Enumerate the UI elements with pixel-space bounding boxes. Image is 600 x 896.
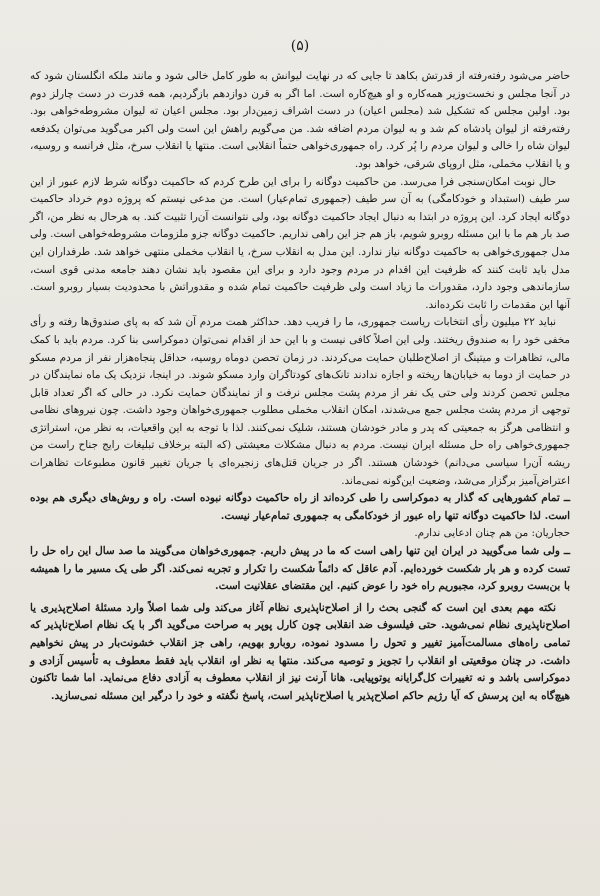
answer-paragraph: حجاریان: من هم چنان ادعایی ندارم.	[414, 527, 570, 540]
paragraph-2: حال نوبت امکان‌سنجی فرا می‌رسد. من حاکمیت دوگانه را برای این طرح کردم که حاکمیت دوگانه شرط لازم عبور از این سر طیف (استبداد و خودکامگی) به آن سر طیف (جمهوری تمام‌عیار) است. من مدعی نیستم که پروژه دوم خرداد حاکمیت دوگانه ایجاد کرد. این پروژه در ابتدا به دنبال ایجاد حاکمیت دوگانه بود، ولی نتوانست آن‌را تثبیت کند. به هرحال به نظر من، اگر صد بار هم ما با این مسئله روبرو شویم، باز هم جز این راهی نداریم. حاکمیت دوگانه جزو ملزومات مشروطه‌خواهی است. ولی مدل جمهوری‌خواهی به حاکمیت دوگانه نیاز ندارد. این مدل به انقلاب سرخ، یا انقلاب مخملی منتهی خواهد شد. طرفداران این مدل باید ثابت کنند که ظرفیت این اقدام در مردم وجود دارد و برای این مقصود باید نشان دهند جامعه مدنی قوی است، سازماندهی وجود دارد، مقدورات ما زیاد است ولی ظرفیت حاکمیت تمام شده و مقدوراتش با محدودیت بسیار روبرو است. آنها این مقدمات را ثابت نکرده‌اند.	[30, 175, 570, 311]
question-paragraph-2: ــ ولی شما می‌گویید در ایران این تنها راهی است که ما در پیش داریم. جمهوری‌خواهان می‌گویند ما صد سال این راه حل را تست کرده و هر بار شکست خورده‌ایم. آدم عاقل که دائماً شکست را تکرار و تجربه نمی‌کند. اگر طی یک مسیر ما را همیشه با بن‌بست روبرو کرد، مجبوریم راه خود را عوض کنیم. این مقتضای عقلانیت است.	[30, 545, 570, 593]
page-number: (۵)	[290, 38, 310, 54]
question-paragraph-3: نکته مهم بعدی این است که گنجی بحث را از اصلاح‌ناپذیری نظام آغاز می‌کند ولی شما اصلاً وارد مسئلهٔ اصلاح‌پذیری یا اصلاح‌ناپذیری نظام نمی‌شوید. حتی فیلسوف ضد انقلابی چون کارل پوپر به صراحت می‌گوید اگر با یک نظام اصلاح‌ناپذیر که تمامی راه‌های مسالمت‌آمیز تغییر و تحول را مسدود نموده، روبارو بهویم، راهی جز انقلاب خشونت‌بار در پیش نخواهیم داشت. در چنان موقعیتی او انقلاب را تجویز و توصیه می‌کند. منتها به نظر او، انقلاب باید فقط معطوف به تأسیس آزادی و دموکراسی باشد و نه تغییرات کل‌گرایانه یوتوپیایی. هانا آرنت نیز از انقلاب معطوف به آزادی دفاع می‌نماید. اما شما تاکنون هیچ‌گاه به این پرسش که آیا رژیم حاکم اصلاح‌پذیر یا اصلاح‌ناپذیر است، پاسخ نگفته و خود را درگیر این مسئله نمی‌سازید.	[30, 601, 570, 702]
paragraph-1: حاضر می‌شود رفته‌رفته از قدرتش بکاهد تا جایی که در نهایت لیوانش به طور کامل خالی شود و مانند ملکه انگلستان شود که در آنجا مجلس و نخست‌وزیر همه‌کاره و او هیچ‌کاره است. اما اگر به قرن دوازدهم بازگردیم، همه قدرت در دست چارلز دوم بود. اولین مجلس که تشکیل شد (مجلس اعیان) در دست اشراف زمین‌دار بود. مجلس اعیان ته لیوان مشروطه‌خواهی بود. رفته‌رفته از لیوان پادشاه کم شد و به لیوان مردم اضافه شد. من می‌گویم راهش این است ولی اکبر می‌گوید می‌توان یکدفعه لیوان شاه را خالی و لیوان مردم را پُر کرد. راه جمهوری‌خواهی حتماً انقلابی است. منتها یا انقلاب سرخ، مثل فرانسه و روسیه، و یا انقلاب مخملی، مثل اروپای شرقی، خواهد بود.	[30, 70, 570, 170]
body-text	[30, 68, 570, 705]
question-paragraph-1: ــ تمام کشورهایی که گذار به دموکراسی را طی کرده‌اند از راه حاکمیت دوگانه نبوده است. راه و روش‌های دیگری هم بوده است. لذا حاکمیت دوگانه تنها راه عبور از خودکامگی به جمهوری تمام‌عیار نیست.	[30, 492, 570, 522]
paragraph-3: نباید ۲۲ میلیون رأی انتخابات ریاست جمهوری، ما را فریب دهد. حداکثر همت مردم آن شد که به پای صندوق‌ها رفته و رأی مخفی خود را به صندوق ریختند. ولی این اصلاً کافی نیست و با این حد از اقدام نمی‌توان دموکراسی بنا کرد. مردم باید با کمک مالی، تظاهرات و میتینگ از اصلاح‌طلبان حمایت می‌کردند. در زمان تحصن دوماه روسیه، حداقل پنجاه‌هزار نفر از مردم مسکو در حمایت از دوما به خیابان‌ها ریخته و اجازه ندادند تانک‌های کودتاگران وارد مسکو شوند. در اینجا، نزدیک یک ماه نمایندگان در مجلس تحصن کردند ولی حتی یک نفر از مردم پشت مجلس نرفت و از نمایندگان حمایت نکرد. در حالی که اگر تعداد قابل توجهی از مردم پشت مجلس جمع می‌شدند، امکان انقلاب مخملی مطلوب جمهوری‌خواهان وجود داشت. چون نیروهای نظامی و انتظامی هرگز به جمعیتی که پدر و مادر خودشان هستند، شلیک نمی‌کنند. لذا با توجه به این واقعیات، به نظر من، استراتژی جمهوری‌خواهی راه حل مسئله ایران نیست. مردم به دنبال مشکلات معیشتی (که البته برخلاف تبلیغات رایج جناح راست من ریشه آن‌را سیاسی می‌دانم) خودشان هستند. اگر در جریان قتل‌های زنجیره‌ای یا جریان تغییر قانون مطبوعات تظاهرات اعتراض‌آمیز برگزار می‌شد، وضعیت این‌گونه نمی‌ماند.	[30, 316, 570, 487]
